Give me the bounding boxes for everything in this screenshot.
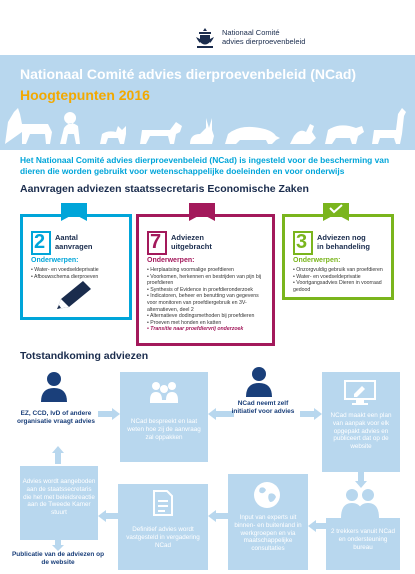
card-label-line-2: in behandeling (317, 242, 370, 251)
list-item: • Proeven met honden en katten (147, 320, 269, 327)
document-icon (150, 490, 176, 516)
list-item: • Voortgangsadvies Dieren in voorraad gedood (293, 280, 388, 293)
card-requests (20, 214, 132, 320)
goat-icon (5, 108, 52, 144)
arrow-left-icon (208, 510, 228, 522)
list-item: • Voorkomen, herkennen en bestrijden van pijn bij proefdieren (147, 274, 269, 287)
card-subjects-heading: Onderwerpen: (293, 257, 341, 264)
card-subjects-heading: Onderwerpen: (147, 257, 195, 264)
org-line-2: advies dierproevenbeleid (222, 37, 306, 46)
arrow-left-icon (98, 510, 118, 522)
list-item: • Synthesis of Evidence in proefdieronderzoek (147, 287, 269, 294)
pig-icon (225, 127, 280, 144)
person-icon (40, 370, 68, 402)
bookmark-tab-icon (189, 203, 215, 221)
arrow-right-icon (98, 408, 120, 420)
card-label-line-2: uitgebracht (171, 242, 212, 251)
advice-pending-count: 3 (296, 231, 308, 253)
intro-text: Het Nationaal Comité advies dierproevenbeleid (NCad) is ingesteld voor de bescherming van dieren die worden gebruikt voor wetenschappelijke doeleinden en voor onderwijs (20, 155, 390, 176)
monkey-icon (60, 112, 80, 144)
list-item: • Herplaatsing voormalige proefdieren (147, 267, 269, 274)
card-label-line-2: aanvragen (55, 242, 93, 251)
card-label-line-1: Adviezen nog (317, 233, 366, 242)
advice-issued-count: 7 (150, 231, 162, 253)
two-people-icon (340, 488, 380, 518)
own-initiative-text: NCad neemt zelf initiatief voor advies (231, 400, 295, 415)
bookmark-check-tab-icon (323, 203, 349, 221)
list-item: • Afbouwschema dierproeven (31, 274, 126, 281)
list-item: • Water- en voedseldeprivatie (31, 267, 126, 274)
arrow-up-icon (52, 446, 64, 464)
card-subjects-list (147, 267, 269, 333)
card-label-line-1: Aantal (55, 233, 78, 242)
page-title: Nationaal Comité advies dierproevenbeleid (NCad) (20, 66, 357, 82)
process-discuss-text: NCad bespreekt en laat weten hoe zij de aanvraag zal oppakken (127, 418, 201, 441)
list-item-extra: • Transitie naar proefdiervrij onderzoek (147, 326, 269, 333)
royal-crest-icon (195, 27, 215, 49)
card-subjects-list (293, 267, 388, 293)
process-drafters-text: 2 trekkers vanuit NCad en ondersteuning bureau (330, 528, 396, 551)
sheep-icon (325, 125, 364, 144)
list-item: • Indicatoren, beheer en benutting van gegevens voor monitoren van proefdiergebruik en 3V-alternatieven, deel 2 (147, 293, 269, 313)
card-subjects-heading: Onderwerpen: (31, 257, 79, 264)
process-advice-offered-text: Advies wordt aangeboden aan de staatssecretaris die het met beleidsreactie aan de Tweede Kamer stuurt (22, 478, 96, 517)
process-plan-text: NCad maakt een plan van aanpak voor elk opgepakt advies en publiceert dat op de website (330, 412, 392, 451)
globe-icon (252, 480, 282, 510)
publish-text: Publicatie van de adviezen op de website (11, 551, 105, 566)
card-label (317, 233, 370, 251)
llama-icon (372, 108, 406, 144)
section-title-process: Totstandkoming adviezen (20, 350, 149, 362)
pencil-icon (53, 279, 93, 313)
chicken-icon (290, 124, 316, 144)
card-label (171, 233, 212, 251)
process-final-advice-text: Definitief advies wordt vastgesteld in vergadering NCad (126, 526, 200, 549)
list-item: • Alternatieve dodingsmethoden bij proefdieren (147, 313, 269, 320)
person-icon (245, 365, 273, 397)
org-logo-text (222, 28, 305, 46)
arrow-down-icon (52, 540, 64, 551)
card-advice-pending (282, 214, 394, 300)
list-item: • Onzorgvuldig gebruik van proefdieren (293, 267, 388, 274)
cat-icon (100, 126, 126, 144)
meeting-icon (148, 380, 180, 408)
arrow-left-icon (308, 520, 326, 532)
card-label-line-1: Adviezen (171, 233, 204, 242)
card-advice-issued (136, 214, 275, 346)
animal-silhouettes (0, 100, 415, 150)
arrow-down-icon (355, 472, 367, 488)
requesters-text: EZ, CCD, IvD of andere organisatie vraagt advies (16, 410, 96, 425)
arrow-right-icon (300, 408, 322, 420)
dog-icon (140, 122, 182, 144)
rabbit-icon (190, 118, 214, 144)
process-input-experts-text: Input van experts uit binnen- en buitenland in werkgroepen en via maatschappelijke consultaties (234, 514, 302, 553)
card-label (55, 233, 93, 251)
section-title-requests: Aanvragen adviezen staatssecretaris Economische Zaken (20, 183, 309, 195)
org-line-1: Nationaal Comité (222, 28, 280, 37)
requests-count: 2 (34, 231, 46, 253)
bookmark-tab-icon (61, 203, 87, 221)
page-subtitle: Hoogtepunten 2016 (20, 87, 150, 103)
computer-screen-icon (344, 380, 376, 406)
list-item: • Water- en voedseldeprivatie (293, 274, 388, 281)
